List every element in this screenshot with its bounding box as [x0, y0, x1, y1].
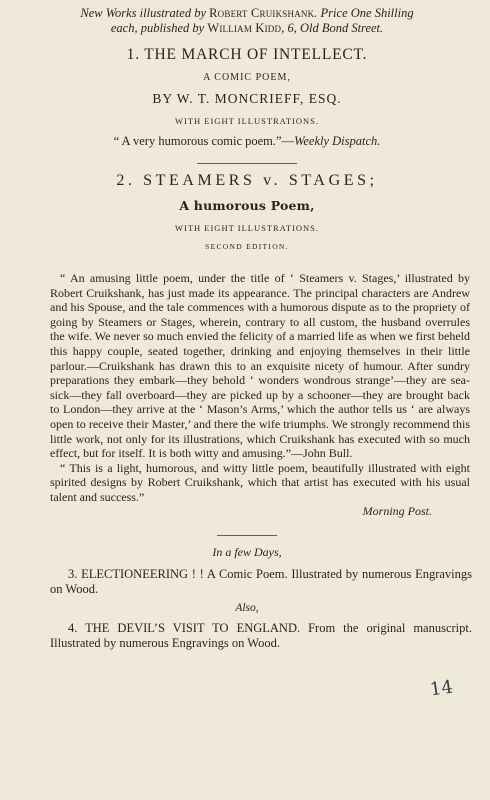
- divider: [197, 163, 297, 164]
- item-text: 4. THE DEVIL’S VISIT TO ENGLAND. From the original manuscript. Illustrated by numerous Engravings on Wood.: [50, 620, 472, 650]
- review-john-bull: “ An amusing little poem, under the title of ‘ Steamers v. Stages,’ illustrated by Robert Cruikshank, has just made its appearance. The principal characters are Andrew and his Spouse, and the tale commences with a humorous dispute as to the propriety of going by Steamers or Stages, wherein, contrary to all custom, the husband overrules the wife. We never so much envied the felicity of a married life as when we first beheld this happy couple, seated together, drinking and enjoying themselves in their little parlour.—Cruikshank has drawn this to an exquisite nicety of humour. After sundry preparations they embark—they behold ‘ wonders wondrous strange’—they are sea-sick—they fall overboard—they are picked up by a schooner—they are brought back to London—they arrive at the ‘ Mason’s Arms,’ which the author tells us ‘ are always open to receive their Master,’ and there the wife triumphs. We strongly recommend this little work, not only for its illustrations, which Cruikshank has executed with so much effect, but for itself. It is both witty and amusing.”—John Bull.: [50, 271, 470, 461]
- work1-author: BY W. T. MONCRIEFF, ESQ.: [152, 91, 342, 106]
- header-text: . Price One Shilling: [314, 6, 414, 20]
- work1-illustrations: WITH EIGHT ILLUSTRATIONS.: [174, 116, 320, 126]
- also-label: Also,: [235, 601, 259, 614]
- work1-title: 1. THE MARCH OF INTELLECT.: [126, 46, 368, 63]
- work2-edition: SECOND EDITION.: [205, 242, 289, 251]
- review-morning-post: “ This is a light, humorous, and witty little poem, beautifully illustrated with eight spirited designs by Robert Cruikshank, which that artist has executed with his usual talent and success.”: [50, 460, 470, 504]
- work1-quote: [22, 134, 472, 149]
- publisher-name: William Kidd: [207, 21, 282, 35]
- work2-illustrations: WITH EIGHT ILLUSTRATIONS.: [174, 223, 320, 233]
- forthcoming-item-3: [22, 567, 472, 597]
- quote-text: “ A very humorous comic poem.”—: [113, 134, 295, 148]
- header-text: each, published by: [110, 21, 208, 35]
- publisher-header: [22, 6, 472, 36]
- handwritten-page-number: 14: [428, 676, 455, 701]
- item-text: 3. ELECTIONEERING ! ! A Comic Poem. Illustrated by numerous Engravings on Wood.: [50, 566, 472, 596]
- header-text: , 6, Old Bond Street.: [281, 21, 384, 35]
- forthcoming-item-4: [22, 621, 472, 651]
- illustrator-name: Robert Cruikshank: [209, 6, 315, 20]
- forthcoming-label: In a few Days,: [212, 544, 282, 559]
- divider: [217, 535, 277, 536]
- work1-subtitle: A COMIC POEM,: [203, 72, 291, 83]
- header-text: New Works illustrated by: [80, 6, 210, 20]
- quote-source: Weekly Dispatch.: [294, 134, 381, 148]
- review-block: [22, 271, 472, 505]
- review2-source: Morning Post.: [362, 503, 432, 518]
- work2-subtitle: A humorous Poem,: [179, 198, 315, 213]
- work2-title: 2. STEAMERS v. STAGES;: [116, 172, 378, 189]
